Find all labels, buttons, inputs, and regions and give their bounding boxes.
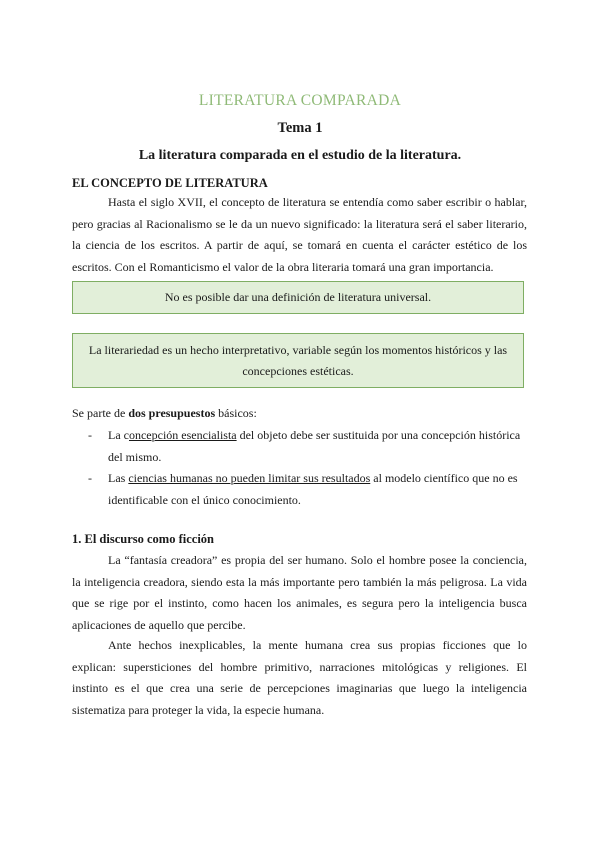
paragraph-concepto: Hasta el siglo XVII, el concepto de literatura se entendía como saber escribir o hablar, pero gracias al Racionalismo se le da un nuevo significado: la literatura será el saber literario, la ciencia de los escritos. A partir de aquí, se tomará en cuenta el carácter estético de los escritos. Con el Romanticismo el valor de la obra literaria tomará una gran importancia.: [72, 195, 527, 274]
item-underlined-text: ciencias humanas no pueden limitar sus resultados: [128, 471, 371, 485]
intro-bold-text: dos presupuestos: [128, 406, 216, 420]
tema-label: Tema 1: [277, 120, 323, 136]
presupuestos-list: [88, 425, 528, 511]
document-subtitle: La literatura comparada en el estudio de la literatura.: [138, 148, 462, 163]
highlight-box-definicion: [72, 281, 524, 314]
dash-bullet: -: [88, 471, 92, 485]
item-underlined-text: oncepción esencialista: [128, 428, 237, 442]
item-text-end: del objeto debe ser sustituida por una concepción histórica del mismo.: [108, 428, 521, 464]
list-item: [88, 468, 528, 511]
paragraph-ficciones: Ante hechos inexplicables, la mente humana crea sus propias ficciones que lo explican: supersticiones del hombre primitivo, narraciones mitológicas y religiones. El instinto es el que crea una serie de percepciones imaginarias que luego la inteligencia sistematiza para proteger la vida, la especie humana.: [72, 638, 527, 717]
dash-bullet: -: [88, 428, 92, 442]
section-heading-concepto: EL CONCEPTO DE LITERATURA: [72, 176, 268, 190]
intro-text-end: básicos:: [215, 406, 257, 420]
item-text: La c: [108, 428, 129, 442]
section-heading-discurso: 1. El discurso como ficción: [72, 532, 215, 546]
highlight-box-text: La literariedad es un hecho interpretativo, variable según los momentos históricos y las concepciones estéticas.: [88, 343, 508, 378]
item-text: Las: [108, 471, 129, 485]
highlight-box-text: No es posible dar una definición de literatura universal.: [164, 290, 432, 304]
list-item: [88, 425, 528, 468]
item-text-end: al modelo científico que no es identificable con el único conocimiento.: [108, 471, 518, 507]
paragraph-fantasia: La “fantasía creadora” es propia del ser humano. Solo el hombre posee la conciencia, la inteligencia creadora, siendo esta la más importante pero también la más peligrosa. La vida que se rige por el instinto, como hacen los animales, es segura pero la inteligencia busca aplicaciones de aquello que percibe.: [72, 553, 527, 632]
intro-text: Se parte de: [72, 406, 129, 420]
document-title: LITERATURA COMPARADA: [198, 92, 402, 109]
highlight-box-literariedad: [72, 333, 524, 388]
presupuestos-intro: [72, 403, 527, 425]
